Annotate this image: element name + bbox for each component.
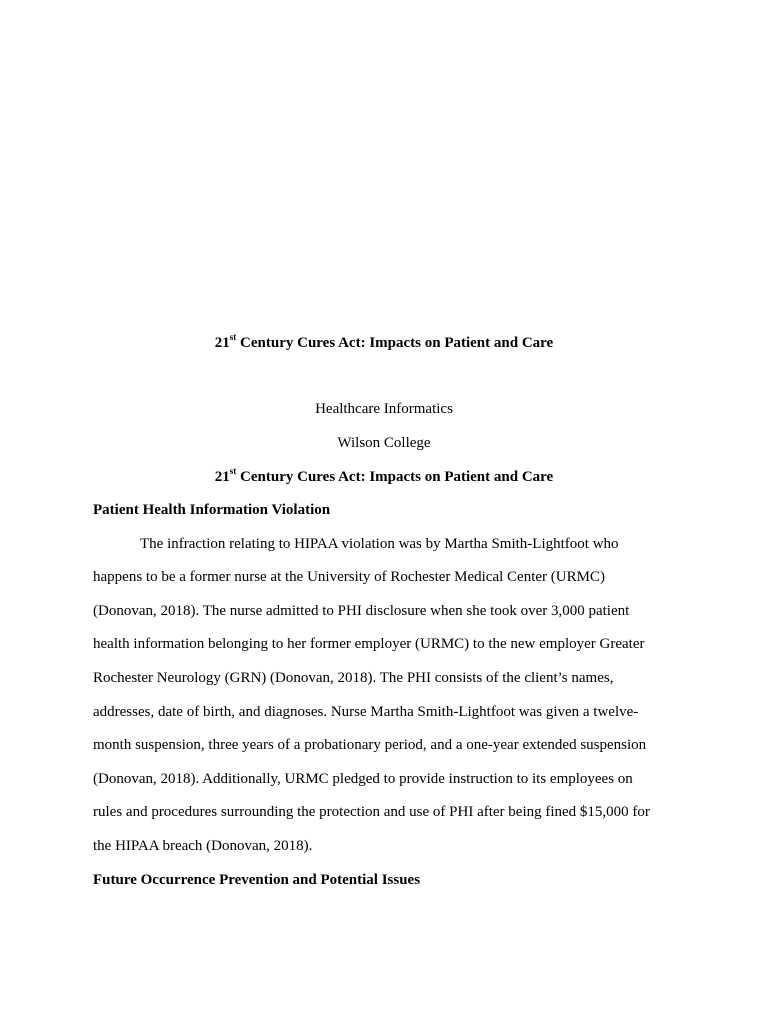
paragraph-line: month suspension, three years of a probationary period, and a one-year extended suspension <box>93 737 647 753</box>
paragraph-line: happens to be a former nurse at the University of Rochester Medical Center (URMC) <box>93 569 605 585</box>
institution-name: Wilson College <box>337 435 431 451</box>
paragraph-line: (Donovan, 2018). Additionally, URMC pledged to provide instruction to its employees on <box>93 771 633 787</box>
paragraph-line: Rochester Neurology (GRN) (Donovan, 2018). The PHI consists of the client’s names, <box>93 670 614 686</box>
section-heading-future-prevention: Future Occurrence Prevention and Potential Issues <box>93 872 421 888</box>
paragraph-line: health information belonging to her former employer (URMC) to the new employer Greater <box>93 636 645 652</box>
title-text: Century Cures Act: Impacts on Patient and Care <box>236 335 554 351</box>
paragraph-line: rules and procedures surrounding the protection and use of PHI after being fined $15,000 for <box>93 804 650 820</box>
paragraph-line: The infraction relating to HIPAA violation was by Martha Smith-Lightfoot who <box>140 536 619 552</box>
title-ordinal-suffix: st <box>229 332 237 342</box>
paragraph-line: the HIPAA breach (Donovan, 2018). <box>93 838 313 854</box>
body-title <box>0 467 768 487</box>
title-number: 21 <box>214 335 230 351</box>
course-name: Healthcare Informatics <box>315 401 453 417</box>
title-page-title <box>0 333 768 353</box>
body-title-ordinal-suffix: st <box>229 466 237 476</box>
body-title-number: 21 <box>214 469 230 485</box>
paragraph-line: addresses, date of birth, and diagnoses. Nurse Martha Smith-Lightfoot was given a twelve- <box>93 704 639 720</box>
body-title-text: Century Cures Act: Impacts on Patient and Care <box>236 469 554 485</box>
section-heading-phi-violation: Patient Health Information Violation <box>93 502 331 518</box>
paragraph-line: (Donovan, 2018). The nurse admitted to PHI disclosure when she took over 3,000 patient <box>93 603 630 619</box>
